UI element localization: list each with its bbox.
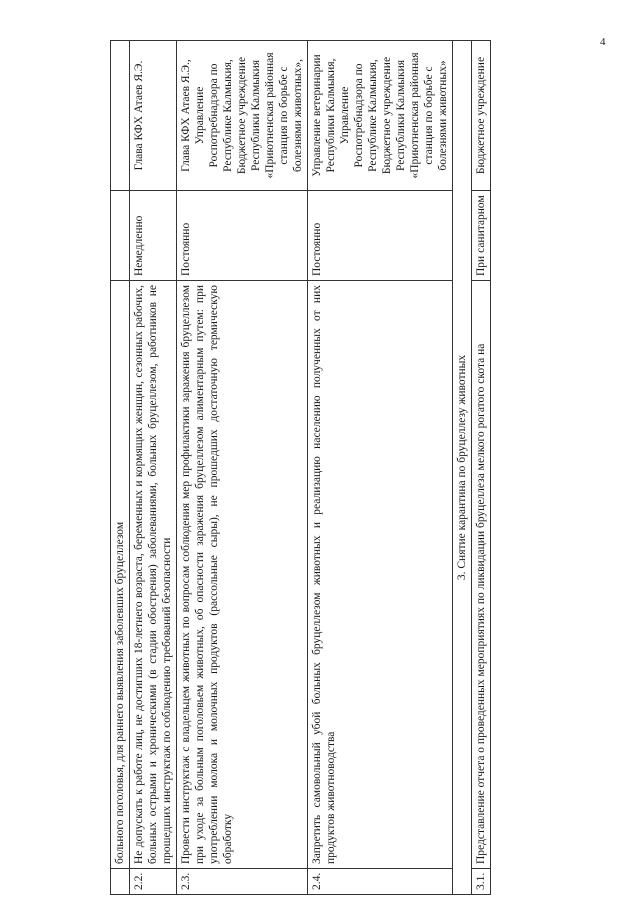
table-row: [472, 41, 491, 895]
page-number: 4: [600, 36, 606, 48]
measure-text: Представление отчета о проведенных мероприятиях по ликвидации бруцеллеза мелкого рогатого скота на: [472, 281, 491, 869]
responsible-cell: [111, 41, 130, 191]
responsible-line: Глава КФХ Атаев Я.Э.,: [180, 59, 192, 172]
responsible-line: Глава КФХ Атаев Я.Э.: [133, 60, 145, 171]
measure-text: Запретить самовольный убой больных бруцеллезом животных и реализацию населению полученных от них продуктов животноводства: [308, 281, 453, 869]
responsible-line: Управление ветеринарии Республики Калмыкия,: [311, 54, 337, 177]
table-row: [177, 41, 308, 895]
row-number: 2.4.: [308, 869, 453, 895]
row-number: 3.1.: [472, 869, 491, 895]
responsible-line: Управление Роспотребнадзора по Республике Калмыкия,: [339, 59, 379, 172]
deadline-cell: Постоянно: [308, 191, 453, 281]
deadline-cell: [111, 191, 130, 281]
responsible-cell: [308, 41, 453, 191]
responsible-line: Бюджетное учреждение Республики Калмыкия: [236, 56, 262, 175]
responsible-line: «Приютненская районная станция по борьбе с болезнями животных»: [409, 52, 449, 179]
rotated-table-container: [110, 40, 540, 895]
measures-table: [110, 40, 491, 895]
responsible-line: Управление Роспотребнадзора по Республике Калмыкия,: [194, 59, 234, 172]
section-title: 3. Снятие карантина по бруцеллезу животных: [453, 41, 472, 895]
measure-text: Провести инструктаж с владельцем животных по вопросам соблюдения мер профилактики заражения бруцеллезом при уходе за больным поголовьем животных, об опасности заражения бруцеллезом алиментарным путем: при употреблении молока и молочных продуктов (рассольные сыры), не прошедших достаточную термическую обработку: [177, 281, 308, 869]
table-row: [308, 41, 453, 895]
table-row: [130, 41, 177, 895]
row-number: 2.2.: [130, 869, 177, 895]
responsible-line: «Приютненская районная станция по борьбе с болезнями животных»,: [264, 52, 304, 179]
measure-text: Не допускать к работе лиц, не достигших 18-летнего возраста, беременных и кормящих женщин, сезонных рабочих, больных острыми и хроническими (в стадии обострения) заболеваниями, больных бруцеллезом, работников не прошедших инструктаж по соблюдению требований безопасности: [130, 281, 177, 869]
table-row: [111, 41, 130, 895]
deadline-cell: Постоянно: [177, 191, 308, 281]
responsible-line: Бюджетное учреждение Республики Калмыкия: [381, 56, 407, 175]
row-number: 2.3.: [177, 869, 308, 895]
row-number: [111, 869, 130, 895]
deadline-cell: Немедленно: [130, 191, 177, 281]
responsible-cell: [130, 41, 177, 191]
section-header-row: [453, 41, 472, 895]
responsible-cell: Бюджетное учреждение: [472, 41, 491, 191]
measure-text: больного поголовья, для раннего выявления заболевших бруцеллезом: [111, 281, 130, 869]
deadline-cell: При санитарном: [472, 191, 491, 281]
responsible-cell: [177, 41, 308, 191]
